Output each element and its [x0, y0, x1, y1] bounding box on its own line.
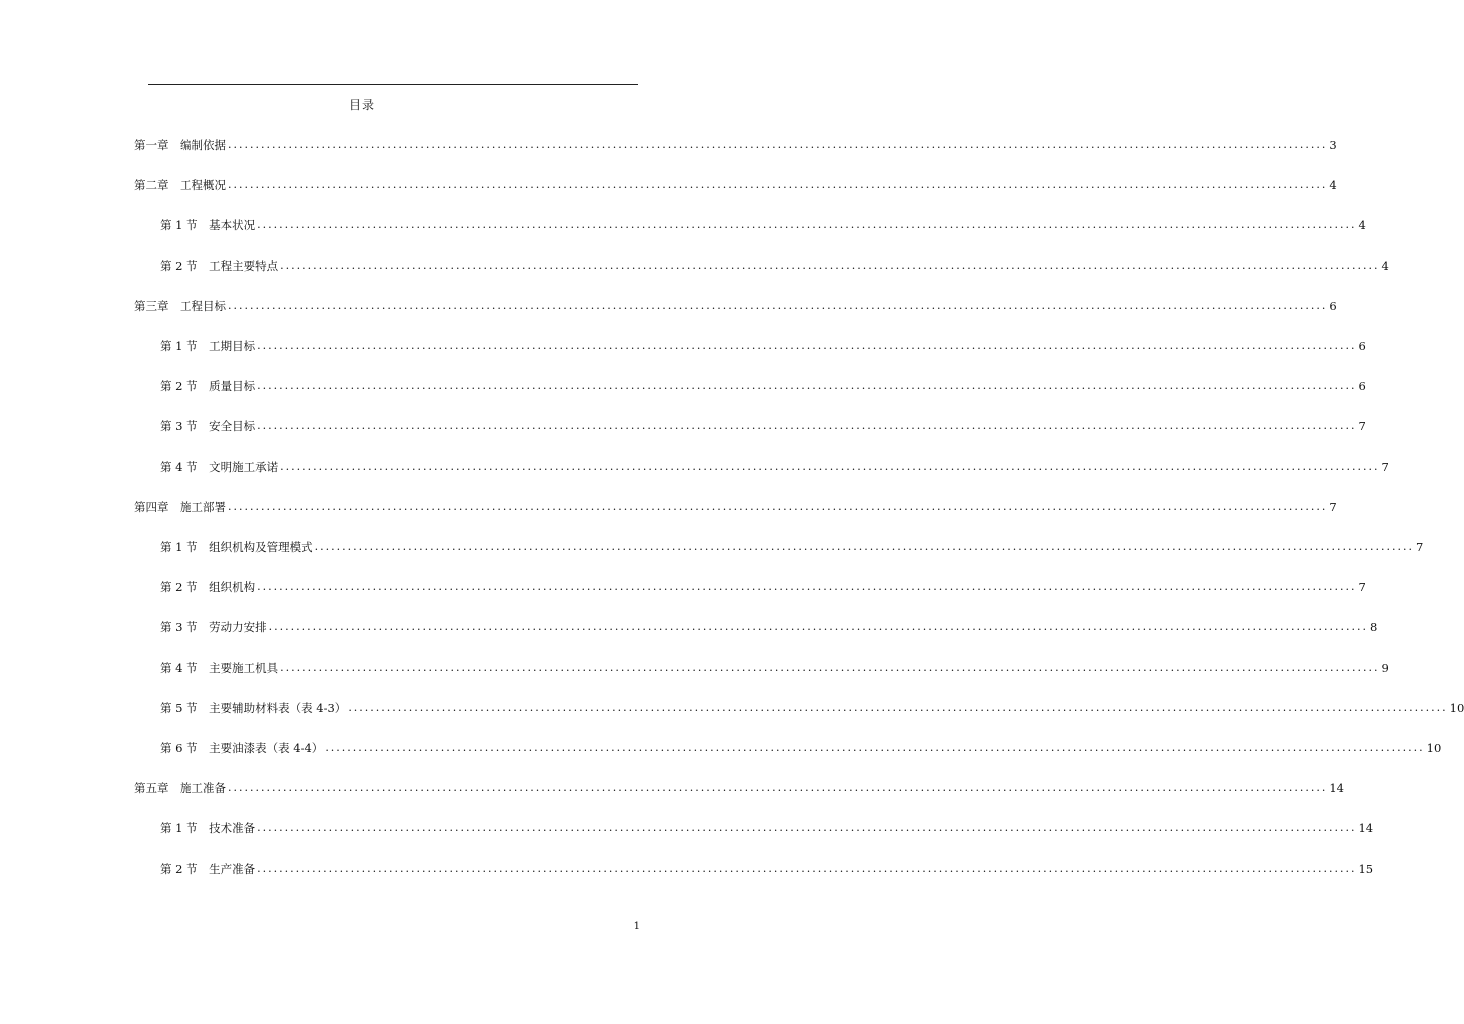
toc-entry[interactable] — [134, 775, 1344, 796]
toc-entry[interactable] — [160, 856, 1374, 876]
toc-leader-dots: ........................................................................................................................................................................................................ — [228, 138, 1328, 151]
toc-leader-dots: ........................................................................................................................................................................................................ — [257, 379, 1357, 393]
toc-leader-dots: ........................................................................................................................................................................................................ — [228, 178, 1328, 192]
toc-leader-dots: ........................................................................................................................................................................................................ — [268, 620, 1368, 634]
toc-entry-page: 4 — [1358, 218, 1366, 233]
toc-entry-label: 第 3 节 安全目标 — [160, 419, 256, 434]
toc-leader-dots: ........................................................................................................................................................................................................ — [325, 741, 1425, 754]
toc-entry[interactable] — [134, 132, 1337, 152]
toc-entry-label: 第 1 节 技术准备 — [160, 821, 256, 836]
toc-entry-label: 第 2 节 质量目标 — [160, 379, 256, 394]
toc-entry[interactable] — [160, 815, 1374, 836]
toc-entry-label: 第 1 节 组织机构及管理模式 — [160, 540, 313, 554]
toc-entry[interactable] — [160, 735, 1442, 755]
toc-entry-page: 6 — [1358, 339, 1366, 353]
toc-entry[interactable] — [134, 494, 1337, 514]
toc-entry-label: 第 2 节 生产准备 — [160, 861, 256, 876]
toc-entry-label: 第 2 节 组织机构 — [160, 580, 256, 595]
toc-leader-dots: ........................................................................................................................................................................................................ — [257, 419, 1357, 433]
toc-entry[interactable] — [160, 534, 1424, 554]
toc-entry-label: 第 1 节 工期目标 — [160, 339, 256, 353]
toc-entry-page: 9 — [1381, 660, 1389, 675]
toc-entry-label: 第 4 节 文明施工承诺 — [160, 459, 279, 474]
toc-entry[interactable] — [160, 333, 1366, 353]
toc-entry-label: 第 3 节 劳动力安排 — [160, 620, 267, 635]
toc-leader-dots: ........................................................................................................................................................................................................ — [280, 459, 1380, 473]
toc-entry[interactable] — [160, 695, 1464, 715]
toc-entry-label: 第 5 节 主要辅助材料表（表 4-3） — [160, 700, 347, 715]
toc-leader-dots: ........................................................................................................................................................................................................ — [257, 218, 1357, 232]
toc-entry-page: 6 — [1329, 298, 1337, 313]
toc-entry-page: 7 — [1358, 419, 1366, 434]
toc-entry-label: 第 4 节 主要施工机具 — [160, 660, 279, 675]
toc-entry-label: 第二章 工程概况 — [134, 178, 226, 193]
toc-entry-page: 14 — [1358, 821, 1374, 836]
toc-entry-label: 第一章 编制依据 — [134, 138, 226, 152]
toc-entry-page: 8 — [1369, 620, 1378, 635]
toc-entry-page: 15 — [1358, 861, 1374, 876]
toc-entry-page: 7 — [1329, 499, 1337, 514]
toc-entry[interactable] — [160, 574, 1366, 595]
toc-entry-page: 4 — [1381, 258, 1389, 273]
toc-entry[interactable] — [160, 212, 1366, 233]
toc-entry[interactable] — [134, 172, 1337, 193]
toc-entry[interactable] — [160, 413, 1366, 434]
toc-entry-label: 第 1 节 基本状况 — [160, 218, 256, 233]
toc-leader-dots: ........................................................................................................................................................................................................ — [280, 660, 1380, 674]
toc-entry-page: 4 — [1329, 178, 1337, 193]
toc-entry[interactable] — [160, 655, 1389, 675]
toc-leader-dots: ........................................................................................................................................................................................................ — [228, 298, 1328, 312]
toc-leader-dots: ........................................................................................................................................................................................................ — [257, 821, 1357, 835]
toc-entry-page: 7 — [1381, 459, 1389, 474]
page-number: 1 — [633, 921, 640, 932]
toc-leader-dots: ........................................................................................................................................................................................................ — [257, 580, 1357, 594]
toc-leader-dots: ........................................................................................................................................................................................................ — [257, 861, 1357, 875]
toc-leader-dots: ........................................................................................................................................................................................................ — [314, 540, 1414, 553]
toc-entry-page: 3 — [1329, 138, 1337, 152]
toc-entry-label: 第五章 施工准备 — [134, 781, 226, 796]
toc-leader-dots: ........................................................................................................................................................................................................ — [257, 339, 1357, 352]
toc-entry-label: 第四章 施工部署 — [134, 499, 226, 514]
toc-entry-page: 14 — [1329, 781, 1344, 796]
toc-entry-label: 第 6 节 主要油漆表（表 4-4） — [160, 741, 324, 755]
toc-entry-page: 7 — [1358, 580, 1366, 595]
toc-entry-page: 10 — [1426, 741, 1442, 755]
toc-entry-page: 6 — [1358, 379, 1366, 394]
toc-entry-page: 7 — [1415, 540, 1424, 554]
toc-leader-dots: ........................................................................................................................................................................................................ — [280, 258, 1380, 272]
toc-title: 目录 — [348, 98, 375, 112]
toc-leader-dots: ........................................................................................................................................................................................................ — [228, 781, 1328, 795]
toc-entry[interactable] — [160, 253, 1389, 273]
toc-leader-dots: ........................................................................................................................................................................................................ — [348, 700, 1448, 714]
toc-entry-label: 第三章 工程目标 — [134, 298, 226, 313]
toc-entry[interactable] — [160, 454, 1389, 474]
toc-entry[interactable] — [160, 614, 1378, 635]
toc-entry-label: 第 2 节 工程主要特点 — [160, 258, 279, 273]
toc-entry-page: 10 — [1449, 700, 1464, 715]
toc-entry[interactable] — [134, 293, 1337, 313]
toc-entry[interactable] — [160, 373, 1366, 394]
toc-leader-dots: ........................................................................................................................................................................................................ — [228, 499, 1328, 513]
